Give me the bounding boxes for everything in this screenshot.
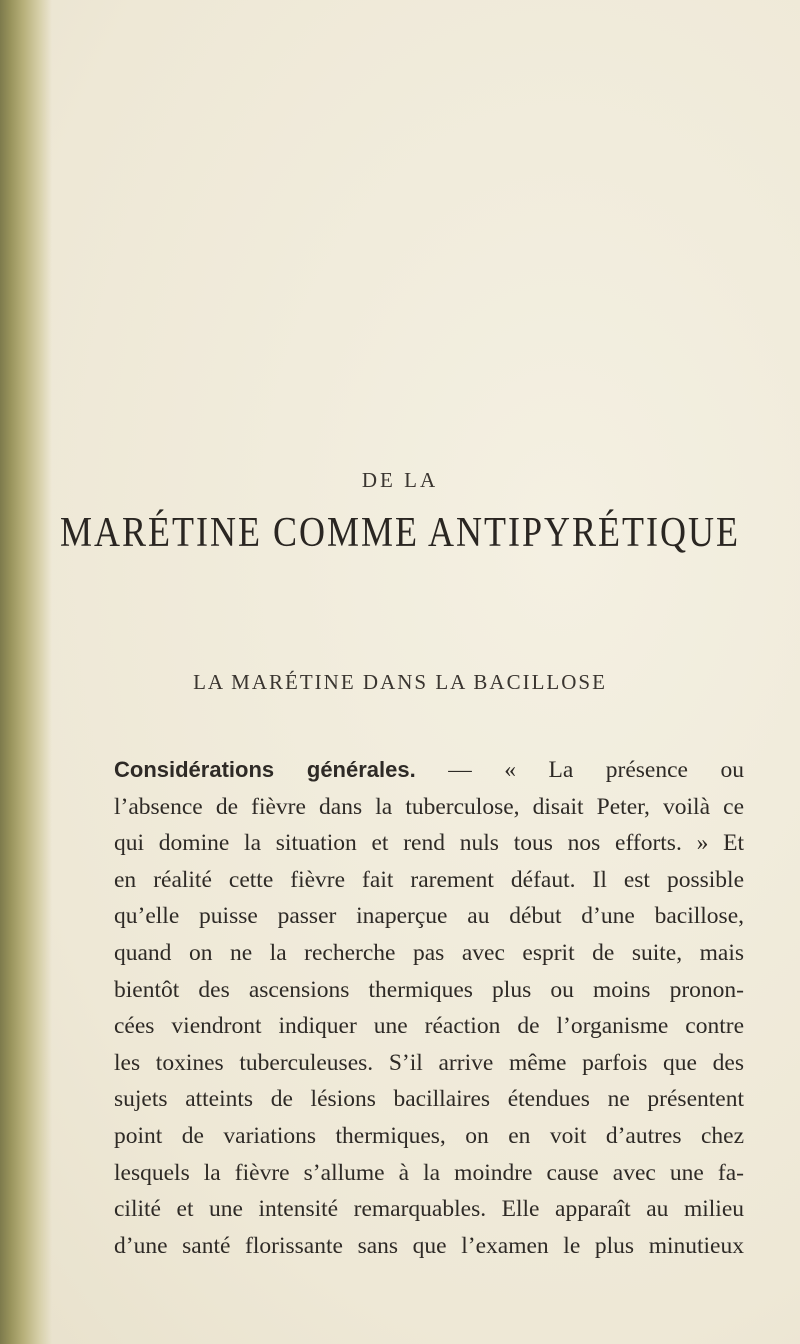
paragraph-line: cilité et une intensité remarquables. Elle apparaît au milieu [114, 1196, 744, 1223]
paragraph-line: bientôt des ascensions thermiques plus ou moins pronon- [114, 976, 744, 1003]
page-title: MARÉTINE COMME ANTIPYRÉTIQUE [60, 508, 740, 556]
paragraph-line: quand on ne la recherche pas avec esprit de suite, mais [114, 939, 744, 966]
paragraph-line: point de variations thermiques, on en voit d’autres chez [114, 1122, 744, 1149]
paragraph-line: sujets atteints de lésions bacillaires étendues ne présentent [114, 1086, 744, 1113]
title-prefix: DE LA [361, 468, 439, 492]
section-heading: LA MARÉTINE DANS LA BACILLOSE [193, 670, 607, 694]
paragraph-line: d’une santé florissante sans que l’examen le plus minutieux [114, 1232, 744, 1259]
paragraph-line: lesquels la fièvre s’allume à la moindre cause avec une fa- [114, 1159, 744, 1186]
paragraph-line-text: — « La présence ou [415, 757, 744, 783]
paragraph-line: les toxines tuberculeuses. S’il arrive même parfois que des [114, 1049, 744, 1076]
paragraph-line [114, 752, 744, 789]
paragraph-line: cées viendront indiquer une réaction de l’organisme contre [114, 1013, 744, 1040]
paragraph-line: qui domine la situation et rend nuls tous nos efforts. » Et [114, 830, 744, 857]
body-paragraph [114, 752, 744, 1264]
paragraph-lead-heading: Considérations générales. [114, 757, 416, 782]
paragraph-line: qu’elle puisse passer inaperçue au début d’une bacillose, [114, 903, 744, 930]
paragraph-line: en réalité cette fièvre fait rarement défaut. Il est possible [114, 866, 744, 893]
paragraph-line: l’absence de fièvre dans la tuberculose, disait Peter, voilà ce [114, 793, 744, 820]
